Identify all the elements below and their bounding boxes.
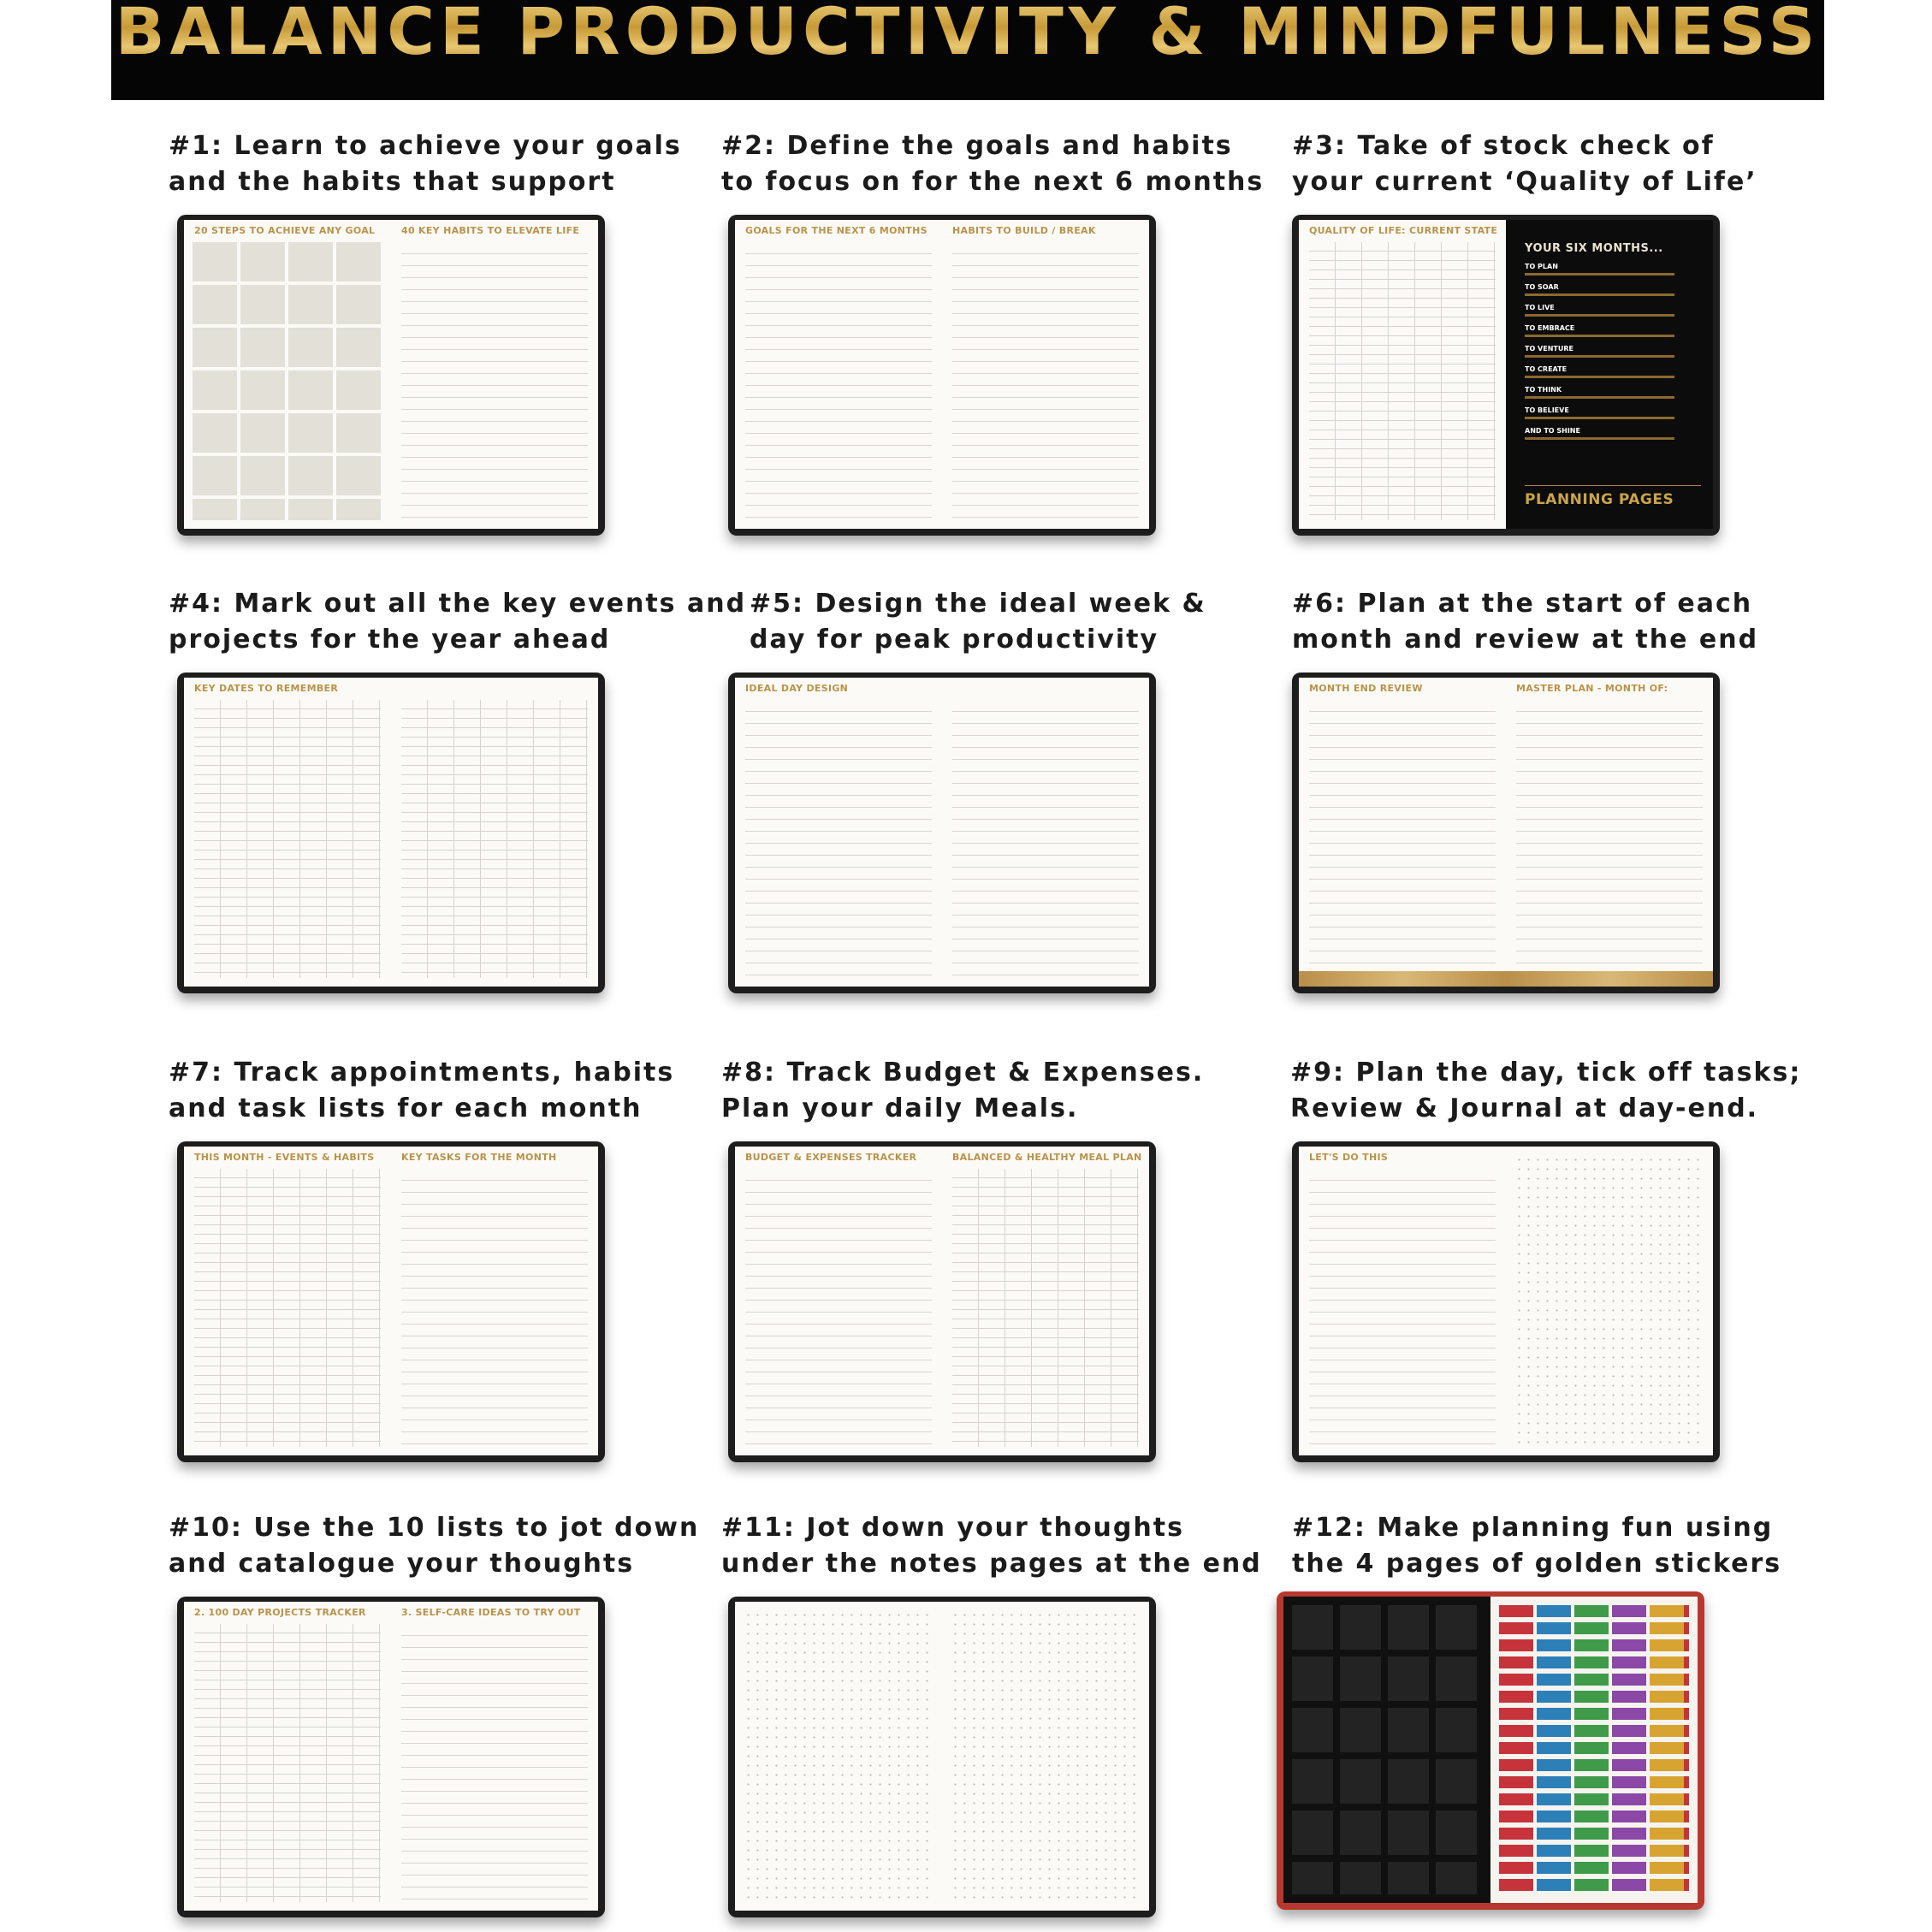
- right-page: [391, 1147, 598, 1455]
- left-page-title: IDEAL DAY DESIGN: [745, 683, 849, 694]
- panel-caption: [1292, 586, 1758, 658]
- right-page: [1506, 220, 1713, 529]
- right-page: [942, 220, 1149, 529]
- left-page: [735, 1147, 943, 1455]
- planner-spread-image: [728, 1141, 1156, 1462]
- caption-line-2: your current ‘Quality of Life’: [1292, 167, 1757, 197]
- left-page: [184, 1602, 392, 1911]
- left-page-title: LET'S DO THIS: [1309, 1152, 1389, 1163]
- planner-spread-image: [728, 1597, 1156, 1917]
- banner: [111, 0, 1824, 100]
- caption-line-2: and catalogue your thoughts: [169, 1549, 635, 1579]
- caption-line-2: Plan your daily Meals.: [721, 1093, 1079, 1123]
- planner-spread-image: [728, 215, 1156, 536]
- caption-line-1: #7: Track appointments, habits: [169, 1058, 675, 1087]
- right-page-title: 40 KEY HABITS TO ELEVATE LIFE: [401, 225, 580, 236]
- left-page-title: KEY DATES TO REMEMBER: [194, 683, 339, 694]
- routine-lines: [745, 700, 932, 978]
- caption-line-1: #8: Track Budget & Expenses.: [721, 1058, 1205, 1087]
- left-page-title: BUDGET & EXPENSES TRACKER: [745, 1152, 917, 1163]
- dot-grid: [951, 1610, 1141, 1902]
- task-lines: [401, 1169, 588, 1447]
- panel-caption: [721, 1055, 1204, 1127]
- dates-grid: [194, 700, 381, 978]
- caption-line-1: #3: Take of stock check of: [1292, 131, 1715, 161]
- left-page: [735, 1602, 943, 1911]
- left-page-title: 20 STEPS TO ACHIEVE ANY GOAL: [194, 225, 376, 236]
- caption-line-2: the 4 pages of golden stickers: [1292, 1549, 1782, 1579]
- habit-lines: [952, 242, 1139, 520]
- planner-spread-image: [177, 215, 605, 536]
- left-page-title: THIS MONTH - EVENTS & HABITS: [194, 1152, 375, 1163]
- left-page-title: GOALS FOR THE NEXT 6 MONTHS: [745, 225, 927, 236]
- right-page-title: 3. SELF-CARE IDEAS TO TRY OUT: [401, 1607, 581, 1618]
- caption-line-2: Review & Journal at day-end.: [1290, 1093, 1759, 1123]
- left-page: [1299, 678, 1507, 987]
- caption-line-2: and the habits that support: [169, 167, 616, 197]
- left-page: [184, 220, 392, 529]
- left-page: [1299, 220, 1507, 529]
- planner-spread-image: [728, 673, 1156, 993]
- planner-spread-image: [177, 673, 605, 993]
- calendar-grid: [194, 1169, 381, 1447]
- gold-band: [1299, 971, 1506, 987]
- panel-caption: [169, 1510, 699, 1582]
- list-item: TO VENTURE: [1525, 345, 1573, 353]
- caption-line-1: #11: Jot down your thoughts: [721, 1513, 1184, 1543]
- right-page: [1506, 1147, 1713, 1455]
- panel-caption: [1292, 128, 1757, 200]
- list-item: TO PLAN: [1525, 263, 1558, 270]
- left-page: [735, 678, 943, 987]
- idea-lines: [401, 1624, 588, 1902]
- meal-grid: [952, 1169, 1139, 1447]
- caption-line-2: month and review at the end: [1292, 625, 1759, 655]
- six-months-heading: YOUR SIX MONTHS...: [1525, 242, 1663, 255]
- panel-caption: [721, 1510, 1262, 1582]
- right-page: [942, 1147, 1149, 1455]
- panel-caption: [750, 586, 1206, 658]
- planner-spread-image: [177, 1141, 605, 1462]
- step-boxes: [193, 242, 382, 520]
- left-page: [1299, 1147, 1507, 1455]
- six-months-list: [1525, 242, 1701, 440]
- caption-line-1: #1: Learn to achieve your goals: [169, 131, 682, 161]
- day-lines: [1309, 1169, 1496, 1447]
- caption-line-2: to focus on for the next 6 months: [721, 167, 1265, 197]
- planner-spread-image: [1277, 1591, 1704, 1910]
- caption-line-1: #9: Plan the day, tick off tasks;: [1290, 1058, 1802, 1087]
- left-page: [1283, 1597, 1491, 1903]
- right-page-title: MASTER PLAN - MONTH OF:: [1516, 683, 1668, 694]
- list-item: TO EMBRACE: [1525, 324, 1575, 332]
- routine-lines: [952, 700, 1139, 978]
- caption-line-2: projects for the year ahead: [169, 625, 611, 655]
- caption-line-1: #10: Use the 10 lists to jot down: [169, 1513, 700, 1543]
- right-page: [1490, 1597, 1698, 1903]
- habit-lines: [401, 242, 588, 520]
- left-page: [184, 678, 392, 987]
- planner-spread-image: [177, 1597, 605, 1917]
- banner-title: BALANCE PRODUCTIVITY & MINDFULNESS: [111, 0, 1824, 69]
- caption-line-2: day for peak productivity: [750, 625, 1159, 655]
- tracker-grid: [194, 1624, 381, 1902]
- panel-caption: [1290, 1055, 1801, 1127]
- dot-grid: [744, 1610, 933, 1902]
- right-page-title: HABITS TO BUILD / BREAK: [952, 225, 1096, 236]
- caption-line-1: #5: Design the ideal week &: [750, 589, 1206, 619]
- goal-lines: [745, 242, 932, 520]
- gold-band: [1506, 971, 1713, 987]
- right-page: [391, 220, 598, 529]
- caption-line-2: under the notes pages at the end: [721, 1549, 1262, 1579]
- planner-spread-image: [1292, 1141, 1720, 1462]
- list-item: TO BELIEVE: [1525, 406, 1569, 414]
- left-page: [184, 1147, 392, 1455]
- list-item: TO THINK: [1525, 386, 1562, 394]
- caption-line-2: and task lists for each month: [169, 1093, 643, 1123]
- panel-caption: [169, 1055, 674, 1127]
- dates-grid: [401, 700, 588, 978]
- panel-caption: [169, 586, 746, 658]
- list-item: TO LIVE: [1525, 304, 1555, 311]
- panel-caption: [169, 128, 682, 200]
- caption-line-1: #6: Plan at the start of each: [1292, 589, 1753, 619]
- right-page-title: KEY TASKS FOR THE MONTH: [401, 1152, 557, 1163]
- left-page-title: 2. 100 DAY PROJECTS TRACKER: [194, 1607, 366, 1618]
- planner-spread-image: [1292, 673, 1720, 993]
- right-page: [1506, 678, 1713, 987]
- plan-lines: [1516, 700, 1703, 978]
- right-page: [942, 1602, 1149, 1911]
- list-item: TO CREATE: [1525, 365, 1568, 373]
- right-page-title: BALANCED & HEALTHY MEAL PLAN: [952, 1152, 1142, 1163]
- planning-pages-label: PLANNING PAGES: [1525, 485, 1701, 508]
- panel-caption: [1292, 1510, 1781, 1582]
- review-lines: [1309, 700, 1496, 978]
- caption-line-1: #4: Mark out all the key events and: [169, 589, 747, 619]
- list-item: TO SOAR: [1525, 283, 1559, 291]
- quote-stickers: [1292, 1605, 1482, 1894]
- color-stickers: [1499, 1605, 1689, 1894]
- rating-grid: [1309, 242, 1496, 520]
- right-page: [942, 678, 1149, 987]
- budget-lines: [745, 1169, 932, 1447]
- caption-line-1: #12: Make planning fun using: [1292, 1513, 1774, 1543]
- planner-spread-image: [1292, 215, 1720, 536]
- panel-caption: [721, 128, 1264, 200]
- list-item: AND TO SHINE: [1525, 427, 1580, 435]
- right-page: [391, 678, 598, 987]
- left-page-title: MONTH END REVIEW: [1309, 683, 1423, 694]
- dot-grid: [1514, 1155, 1704, 1447]
- right-page: [391, 1602, 598, 1911]
- left-page-title: QUALITY OF LIFE: CURRENT STATE: [1309, 225, 1498, 236]
- left-page: [735, 220, 943, 529]
- caption-line-1: #2: Define the goals and habits: [721, 131, 1233, 161]
